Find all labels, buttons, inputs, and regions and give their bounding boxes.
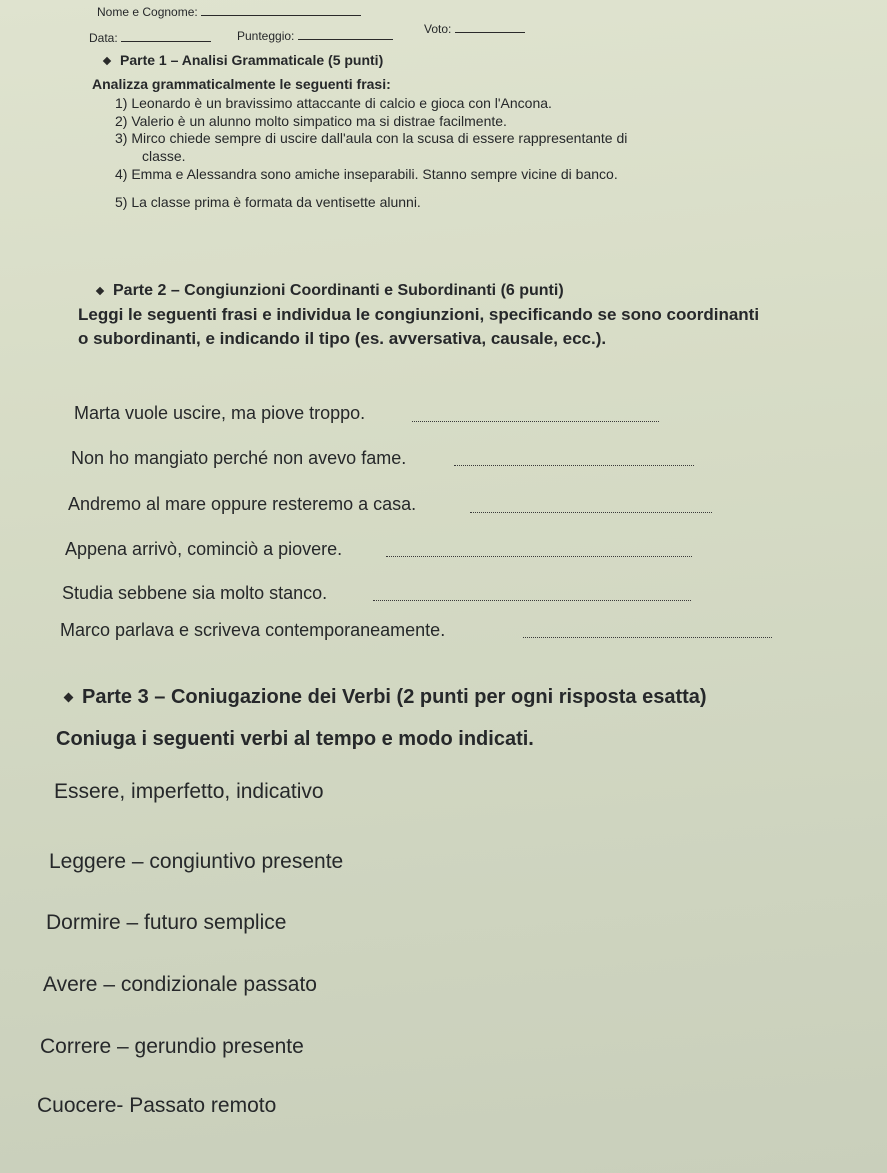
grade-field xyxy=(424,22,525,36)
date-blank[interactable] xyxy=(121,41,211,42)
part2-instruction-line2: o subordinanti, e indicando il tipo (es. avversativa, causale, ecc.). xyxy=(78,329,607,348)
part2-instruction-line1: Leggi le seguenti frasi e individua le congiunzioni, specificando se sono coordinanti xyxy=(78,305,760,324)
grade-blank[interactable] xyxy=(455,32,525,33)
answer-line[interactable] xyxy=(373,600,691,601)
answer-line[interactable] xyxy=(454,465,694,466)
grade-label: Voto: xyxy=(424,22,452,36)
score-label: Punteggio: xyxy=(237,29,295,43)
part2-sentence: Appena arrivò, cominciò a piovere. xyxy=(65,539,343,559)
part3-verb: Dormire – futuro semplice xyxy=(46,911,287,934)
part1-item: 4) Emma e Alessandra sono amiche inseparabili. Stanno sempre vicine di banco. xyxy=(115,166,618,182)
answer-line[interactable] xyxy=(386,556,692,557)
score-blank[interactable] xyxy=(298,39,393,40)
part2-sentence: Marco parlava e scriveva contemporaneamente. xyxy=(60,620,446,640)
part3-title: Parte 3 – Coniugazione dei Verbi (2 punti per ogni risposta esatta) xyxy=(65,686,707,709)
part3-verb: Cuocere- Passato remoto xyxy=(37,1094,277,1117)
part1-item-continuation: classe. xyxy=(142,148,186,164)
part1-item: 5) La classe prima è formata da ventisette alunni. xyxy=(115,194,421,210)
part1-item: 2) Valerio è un alunno molto simpatico ma si distrae facilmente. xyxy=(115,113,507,129)
answer-line[interactable] xyxy=(470,512,712,513)
bullet-icon xyxy=(96,287,104,295)
part3-verb: Leggere – congiuntivo presente xyxy=(49,850,344,873)
part1-item: 3) Mirco chiede sempre di uscire dall'aula con la scusa di essere rappresentante di xyxy=(115,130,628,146)
part2-sentence: Non ho mangiato perché non avevo fame. xyxy=(71,448,407,468)
part2-sentence: Studia sebbene sia molto stanco. xyxy=(62,583,328,603)
part1-instruction: Analizza grammaticalmente le seguenti frasi: xyxy=(92,76,391,92)
part2-sentence: Marta vuole uscire, ma piove troppo. xyxy=(74,403,366,423)
date-label: Data: xyxy=(89,31,118,45)
part1-item: 1) Leonardo è un bravissimo attaccante di calcio e gioca con l'Ancona. xyxy=(115,95,552,111)
name-field xyxy=(97,5,361,19)
answer-line[interactable] xyxy=(412,421,659,422)
part3-verb: Essere, imperfetto, indicativo xyxy=(54,780,324,803)
part3-verb: Avere – condizionale passato xyxy=(43,973,317,996)
score-field xyxy=(237,29,393,43)
name-label: Nome e Cognome: xyxy=(97,5,198,19)
name-blank[interactable] xyxy=(201,15,361,16)
part1-title: Parte 1 – Analisi Grammaticale (5 punti) xyxy=(104,52,383,68)
answer-line[interactable] xyxy=(523,637,772,638)
part3-instruction: Coniuga i seguenti verbi al tempo e modo indicati. xyxy=(56,728,534,750)
part3-verb: Correre – gerundio presente xyxy=(40,1035,304,1058)
bullet-icon xyxy=(103,57,111,65)
part2-sentence: Andremo al mare oppure resteremo a casa. xyxy=(68,494,417,514)
bullet-icon xyxy=(64,693,74,703)
date-field xyxy=(89,31,211,45)
part2-title: Parte 2 – Congiunzioni Coordinanti e Subordinanti (6 punti) xyxy=(97,282,564,300)
